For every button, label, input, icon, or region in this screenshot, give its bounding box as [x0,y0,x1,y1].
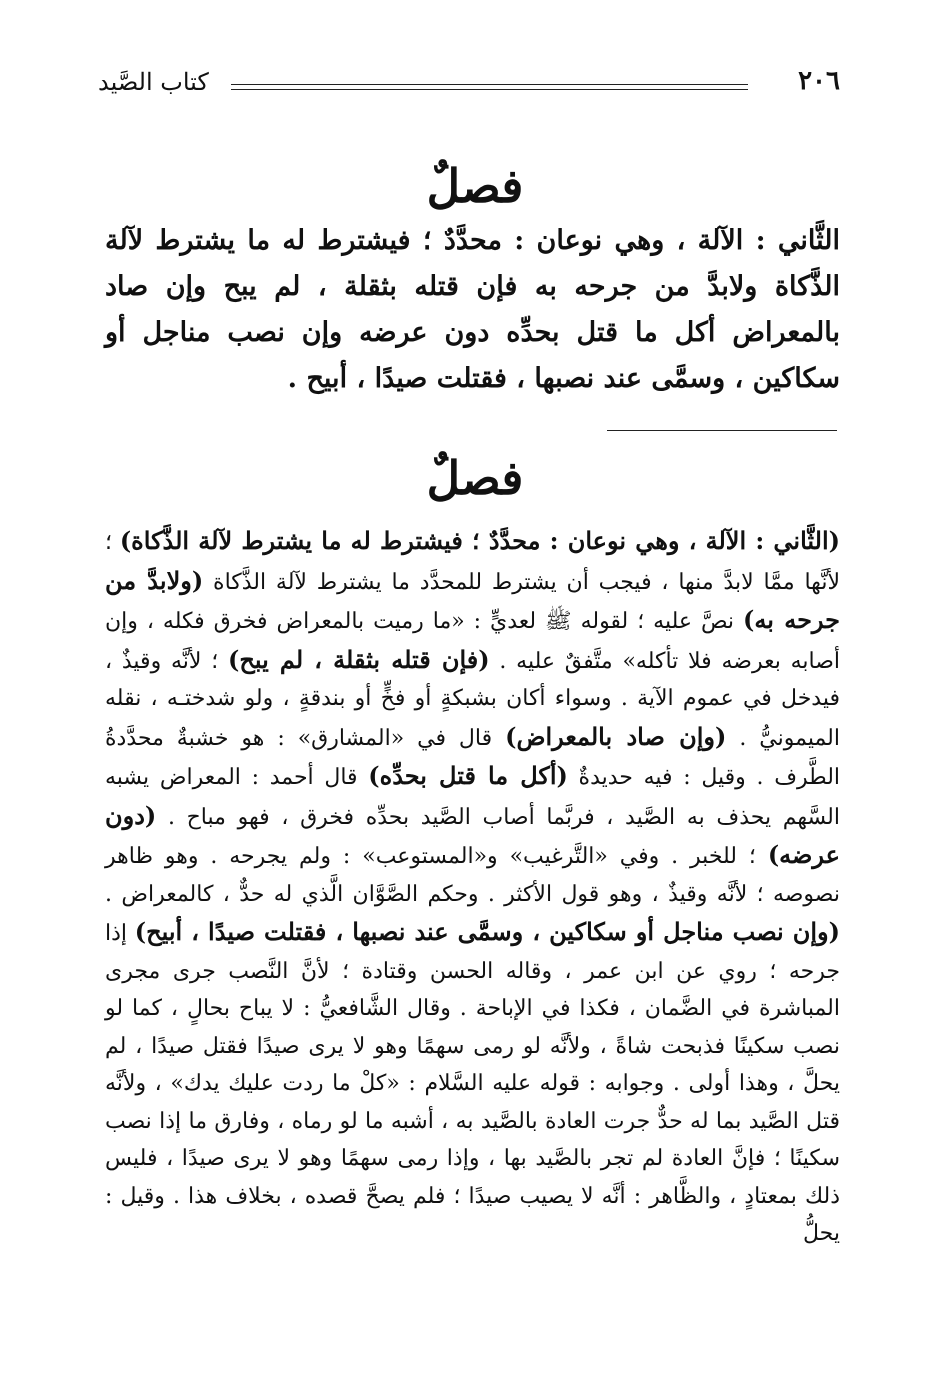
quoted-matn-segment: (وإن صاد بالمعراض) [505,721,727,751]
section-heading-commentary: فصلٌ [426,451,524,505]
quoted-matn-segment: (الثَّاني : الآلة ، وهي نوعان : محدَّدٌ ؛ فيشترط له ما يشترط لآلة الذَّكاة) [119,526,840,555]
quoted-matn-segment: (دون عرضه) [105,800,840,869]
commentary-segment: ؛ لأنَّه وقيذٌ ، فيدخل في عموم الآية . وسواء أكان بشبكةٍ أو فخٍّ أو بندقةٍ ، ولو شدختـه ، نقله الميمونيُّ . [105,648,841,751]
quoted-matn-segment: (فإن قتله بثقلة ، لم يبح) [227,644,490,674]
commentary-segment: إذا جرحه ؛ روي عن ابن عمر ، وقاله الحسن وقتادة ؛ لأنَّ النَّصب جرى مجرى المباشرة في الضَّمان ، فكذا في الإباحة . وقال الشَّافعيُّ : لا يباح بحالٍ ، كما لو نصب سكينًا فذبحت شاةً ، ولأنَّه لو رمى سهمًا وهو لا يرى صيدًا فقتل صيدًا ، لم يحلَّ ، وهذا أولى . وجوابه : قوله عليه السَّلام : «كلْ ما ردت عليك يدك» ، ولأنَّه قتل الصَّيد بما له حدٌّ جرت العادة بالصَّيد به ، أشبه ما لو رماه ، وفارق ما إذا نصب سكينًا ؛ فإنَّ العادة لم تجر بالصَّيد بها ، وإذا رمى سهمًا وهو لا يرى صيدًا ، فليس ذلك بمعتادٍ ، والظَّاهر : أنَّه لا يصيب صيدًا ؛ فلم يصحَّ قصده ، بخلاف هذا . وقيل : يحلُّ [105,921,840,1246]
section-heading: فصلٌ [426,159,524,213]
commentary-paragraph [105,522,840,1253]
quoted-matn-segment: (أكل ما قتل بحدِّه) [368,761,568,790]
matn-text-block [105,218,840,402]
page-number: ٢٠٦ [798,66,840,96]
matn-paragraph: الثَّاني : الآلة ، وهي نوعان : محدَّدٌ ؛ فيشترط له ما يشترط لآلة الذَّكاة ولابدَّ من جرحه به فإن قتله بثقلة ، لم يبح وإن صاد بالمعراض أكل ما قتل بحدِّه دون عرضه وإن نصب مناجل أو سكاكين ، وسمَّى عند نصبها ، فقتلت صيدًا ، أبيح . [105,225,840,394]
commentary-text-block [105,522,840,1253]
commentary-segment: نصَّ عليه ؛ لقوله ﷺ لعديٍّ : «ما رميت بالمعراض فخرق فكله ، وإن أصابه بعرضه فلا تأكله» متَّفقٌ عليه . [105,609,841,674]
quoted-matn-segment: (ولابدَّ من جرحه به) [105,565,840,634]
section-divider [607,430,837,431]
page-header [98,62,840,106]
quoted-matn-segment: (وإن نصب مناجل أو سكاكين ، وسمَّى عند نصبها ، فقتلت صيدًا ، أبيح) [134,917,840,946]
commentary-segment: ؛ لأنَّها ممَّا لابدَّ منها ، فيجب أن يشترط للمحدَّد ما يشترط لآلة الذَّكاة [105,530,840,595]
commentary-segment: قال أحمد : المعراض يشبه السَّهم يحذف به الصَّيد ، فربَّما أصاب الصَّيد بحدِّه فخرق ، فهو مباح . [105,765,840,830]
header-rule [231,84,748,90]
commentary-segment: ؛ للخبر . وفي «التَّرغيب» و«المستوعب» : ولم يجرحه . وهو ظاهر نصوصه ؛ لأنَّه وقيذٌ ، وهو قول الأكثر . وحكم الصَّوَّان الَّذي له حدٌّ ، كالمعراض . [105,844,840,907]
book-title: كتاب الصَّيد [98,68,209,96]
commentary-segment: قال في «المشارق» : هو خشبةٌ محدَّدةُ الطَّرف . وقيل : فيه حديدةٌ [105,725,841,790]
